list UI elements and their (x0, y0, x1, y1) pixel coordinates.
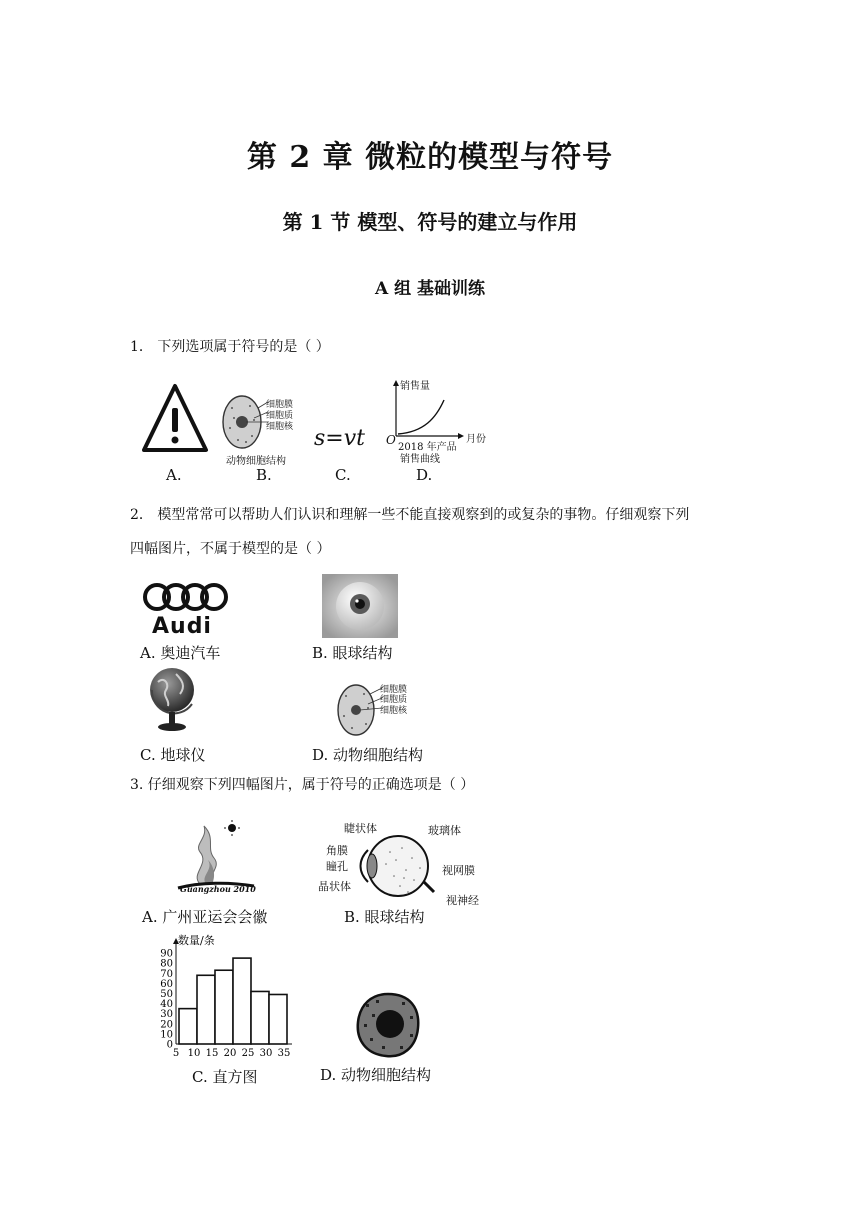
y-tick-label: 10 (160, 1029, 173, 1041)
eyeball-photo (322, 574, 398, 638)
histogram-bar (215, 970, 233, 1044)
x-tick-label: 35 (277, 1048, 291, 1059)
graph-x-label: 月份 (466, 434, 486, 445)
q1-cell-label-membrane: 细胞膜 (266, 400, 294, 410)
eyeball-structure-diagram (350, 832, 440, 900)
y-tick-label: 20 (160, 1019, 173, 1031)
q3-caption-b: B. 眼球结构 (344, 908, 425, 926)
x-tick-label: 15 (205, 1048, 219, 1059)
q1-option-d: D. (416, 466, 433, 484)
q2-cell-label-membrane: 细胞膜 (380, 685, 408, 695)
y-tick-label: 50 (160, 988, 173, 1000)
q2-cell-label-nucleus: 细胞核 (380, 706, 408, 716)
histogram-y-label: 数量/条 (178, 934, 215, 947)
x-tick-label: 20 (223, 1048, 237, 1059)
x-tick-label: 25 (241, 1048, 255, 1059)
eye-label-ciliary-body: 睫状体 (344, 822, 377, 835)
question-2-line-2: 四幅图片，不属于模型的是（ ） (130, 541, 331, 557)
y-tick-label: 30 (160, 1009, 173, 1021)
audi-logo-text: Audi (152, 614, 212, 639)
q2-caption-b: B. 眼球结构 (312, 644, 393, 662)
eye-label-retina: 视网膜 (442, 864, 475, 877)
y-tick-label: 0 (166, 1039, 173, 1051)
q1-option-c: C. (335, 466, 351, 484)
x-tick-label: 10 (187, 1048, 201, 1059)
y-tick-label: 70 (160, 968, 173, 980)
q2-caption-d: D. 动物细胞结构 (312, 746, 424, 764)
histogram-bar (179, 1009, 197, 1044)
q2-caption-c: C. 地球仪 (140, 746, 206, 764)
q1-option-a: A. (166, 466, 182, 484)
q1-cell-caption: 动物细胞结构 (226, 456, 286, 467)
y-tick-label: 90 (160, 948, 173, 960)
eye-label-lens: 晶状体 (318, 880, 351, 893)
q2-caption-a: A. 奥迪汽车 (140, 644, 221, 662)
question-3-text: 3. 仔细观察下列四幅图片，属于符号的正确选项是（ ） (130, 777, 475, 793)
animal-cell-dark-icon (352, 990, 424, 1062)
animal-cell-icon (220, 392, 270, 460)
chapter-title: 第 2 章 微粒的模型与符号 (246, 140, 614, 175)
q1-cell-label-cytoplasm: 细胞质 (266, 411, 294, 421)
graph-origin: O (386, 433, 396, 447)
x-tick-label: 30 (259, 1048, 273, 1059)
y-tick-label: 40 (160, 999, 173, 1011)
q1-formula: s=vt (314, 426, 365, 451)
eye-label-optic-nerve: 视神经 (446, 894, 479, 907)
histogram-bar (269, 994, 287, 1044)
group-title: A 组 基础训练 (374, 279, 486, 299)
graph-y-label: 销售量 (400, 381, 430, 392)
histogram-chart (150, 930, 300, 1066)
globe-icon (146, 664, 198, 734)
warning-sign-icon (140, 378, 210, 460)
q3-caption-d: D. 动物细胞结构 (320, 1066, 432, 1084)
graph-caption-2: 销售曲线 (400, 454, 440, 465)
audi-rings-logo (140, 580, 232, 614)
x-tick-label: 5 (172, 1048, 180, 1059)
q3-caption-c: C. 直方图 (192, 1068, 258, 1086)
eye-label-vitreous: 玻璃体 (428, 824, 461, 837)
eye-label-pupil: 瞳孔 (326, 860, 348, 873)
animal-cell-icon-2 (334, 680, 384, 740)
question-2-line-1: 2． 模型常常可以帮助人们认识和理解一些不能直接观察到的或复杂的事物。仔细观察下列 (130, 507, 690, 523)
histogram-bar (197, 975, 215, 1044)
q3-caption-a: A. 广州亚运会会徽 (142, 908, 268, 926)
histogram-bar (251, 991, 269, 1044)
histogram-bar (233, 958, 251, 1044)
q1-option-b: B. (256, 466, 272, 484)
eye-label-cornea: 角膜 (326, 844, 348, 857)
section-title: 第 1 节 模型、符号的建立与作用 (282, 210, 578, 234)
y-tick-label: 60 (160, 978, 173, 990)
graph-caption-1: 2018 年产品 (398, 442, 457, 453)
q2-cell-label-cytoplasm: 细胞质 (380, 695, 408, 705)
y-tick-label: 80 (160, 958, 173, 970)
asian-games-logo-text: Guangzhou 2010 (180, 884, 256, 894)
q1-cell-label-nucleus: 细胞核 (266, 422, 294, 432)
question-1-text: 1． 下列选项属于符号的是（ ） (130, 339, 330, 355)
